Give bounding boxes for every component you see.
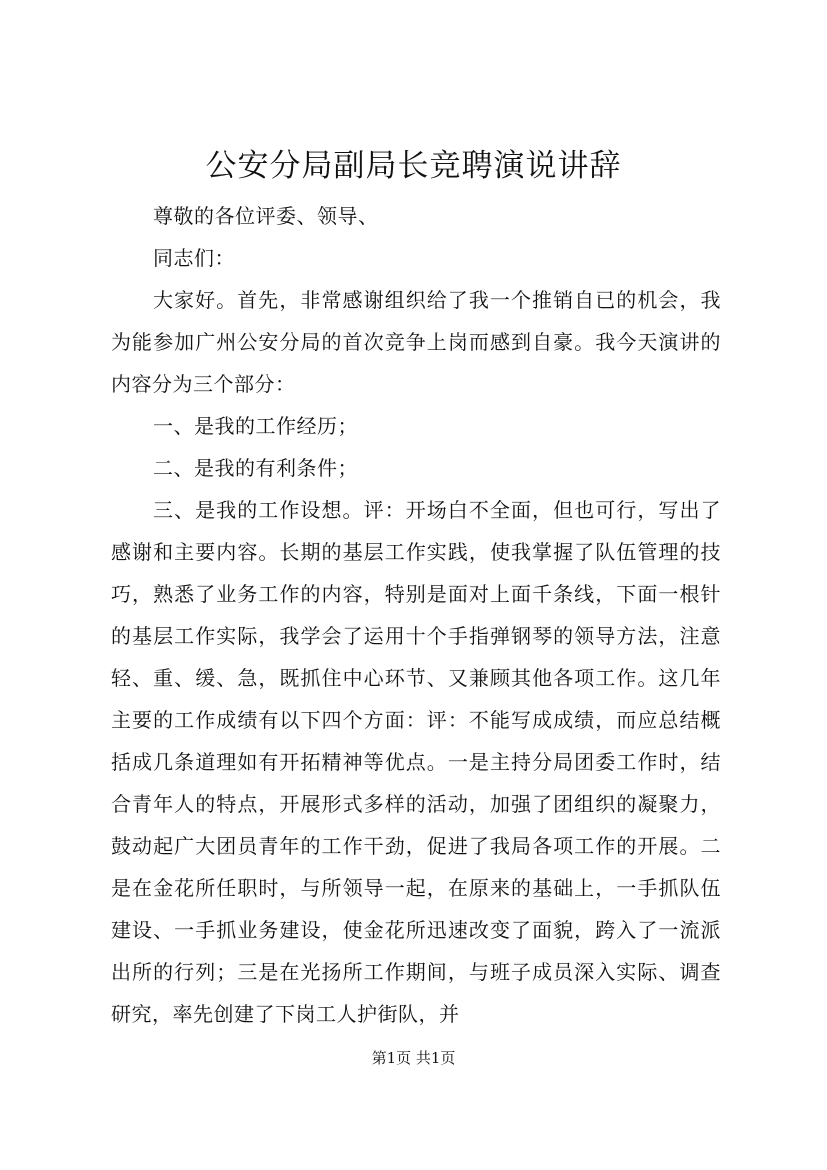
page-footer: 第1页 共1页 <box>371 1049 456 1067</box>
outline-item-2: 二、是我的有利条件； <box>153 456 358 480</box>
salutation-line-1: 尊敬的各位评委、领导、 <box>153 204 379 228</box>
document-body <box>111 195 721 1035</box>
opening-paragraph: 大家好。首先，非常感谢组织给了我一个推销自已的机会，我为能参加广州公安分局的首次竞争上岗而感到自豪。我今天演讲的内容分为三个部分： <box>111 288 721 396</box>
outline-item-1: 一、是我的工作经历； <box>153 414 358 438</box>
outline-item-3-and-body: 三、是我的工作设想。评：开场白不全面，但也可行，写出了感谢和主要内容。长期的基层工作实践，使我掌握了队伍管理的技巧，熟悉了业务工作的内容，特别是面对上面千条线，下面一根针的基层工作实际，我学会了运用十个手指弹钢琴的领导方法，注意轻、重、缓、急，既抓住中心环节、又兼顾其他各项工作。这几年主要的工作成绩有以下四个方面：评：不能写成成绩，而应总结概括成几条道理如有开拓精神等优点。一是主持分局团委工作时，结合青年人的特点，开展形式多样的活动，加强了团组织的凝聚力，鼓动起广大团员青年的工作干劲，促进了我局各项工作的开展。二是在金花所任职时，与所领导一起，在原来的基础上，一手抓队伍建设、一手抓业务建设，使金花所迅速改变了面貌，跨入了一流派出所的行列；三是在光扬所工作期间，与班子成员深入实际、调查研究，率先创建了下岗工人护街队，并 <box>111 498 721 1026</box>
salutation-line-2: 同志们： <box>153 246 235 270</box>
document-title: 公安分局副局长竞聘演说讲辞 <box>205 148 622 184</box>
